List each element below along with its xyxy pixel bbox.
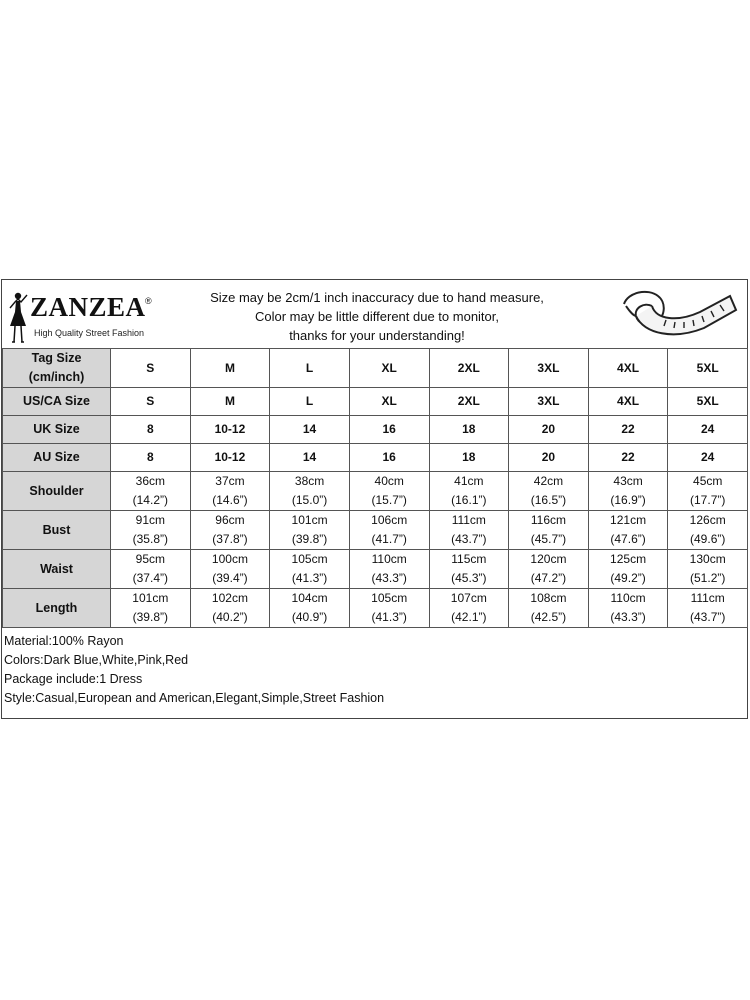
- size-cell: S: [111, 388, 191, 416]
- size-cell: 24: [668, 444, 748, 472]
- measure-cell: 41cm (16.1”): [429, 472, 509, 511]
- size-cell: 8: [111, 444, 191, 472]
- measure-cell: 102cm (40.2”): [190, 589, 270, 628]
- size-cell: 22: [588, 444, 668, 472]
- measure-cell: 111cm (43.7”): [429, 511, 509, 550]
- row-label: Waist: [3, 550, 111, 589]
- measurement-notice: [182, 288, 572, 345]
- size-cell: 8: [111, 416, 191, 444]
- measure-cell: 45cm (17.7”): [668, 472, 748, 511]
- measure-cell: 105cm (41.3”): [349, 589, 429, 628]
- size-cell: 10-12: [190, 416, 270, 444]
- size-cell: 3XL: [509, 349, 589, 388]
- table-row: [3, 589, 748, 628]
- notice-line: Color may be little different due to monitor,: [255, 309, 499, 324]
- measure-cell: 116cm (45.7”): [509, 511, 589, 550]
- measure-cell: 36cm (14.2”): [111, 472, 191, 511]
- brand-tagline: High Quality Street Fashion: [34, 328, 145, 338]
- measure-cell: 120cm (47.2”): [509, 550, 589, 589]
- size-cell: M: [190, 388, 270, 416]
- size-cell: L: [270, 349, 350, 388]
- size-cell: 4XL: [588, 388, 668, 416]
- size-chart-card: [1, 279, 748, 719]
- measure-cell: 130cm (51.2”): [668, 550, 748, 589]
- brand-name: ZANZEA: [30, 292, 146, 322]
- size-cell: 16: [349, 444, 429, 472]
- colors-text: Colors:Dark Blue,White,Pink,Red: [4, 653, 189, 667]
- size-cell: 14: [270, 416, 350, 444]
- size-cell: 2XL: [429, 349, 509, 388]
- size-cell: 2XL: [429, 388, 509, 416]
- size-cell: 3XL: [509, 388, 589, 416]
- measure-cell: 105cm (41.3”): [270, 550, 350, 589]
- measure-cell: 43cm (16.9”): [588, 472, 668, 511]
- measure-cell: 107cm (42.1”): [429, 589, 509, 628]
- notice-line: Size may be 2cm/1 inch inaccuracy due to hand measure,: [210, 290, 544, 305]
- size-cell: 10-12: [190, 444, 270, 472]
- size-cell: 24: [668, 416, 748, 444]
- measure-cell: 42cm (16.5”): [509, 472, 589, 511]
- notice-line: thanks for your understanding!: [289, 328, 465, 343]
- size-table: [2, 348, 748, 628]
- size-cell: M: [190, 349, 270, 388]
- size-cell: 5XL: [668, 388, 748, 416]
- measure-cell: 38cm (15.0”): [270, 472, 350, 511]
- measure-cell: 110cm (43.3”): [349, 550, 429, 589]
- measure-cell: 95cm (37.4”): [111, 550, 191, 589]
- row-label: Tag Size (cm/inch): [3, 349, 111, 388]
- table-row: [3, 349, 748, 388]
- measure-cell: 96cm (37.8”): [190, 511, 270, 550]
- size-cell: 22: [588, 416, 668, 444]
- table-row: [3, 511, 748, 550]
- size-chart-header: [2, 280, 747, 348]
- size-cell: XL: [349, 349, 429, 388]
- measure-cell: 100cm (39.4”): [190, 550, 270, 589]
- size-cell: L: [270, 388, 350, 416]
- package-text: Package include:1 Dress: [4, 672, 143, 686]
- product-details: [4, 632, 384, 708]
- table-row: [3, 388, 748, 416]
- measure-cell: 125cm (49.2”): [588, 550, 668, 589]
- measure-cell: 101cm (39.8”): [111, 589, 191, 628]
- measure-cell: 108cm (42.5”): [509, 589, 589, 628]
- size-cell: 4XL: [588, 349, 668, 388]
- size-cell: S: [111, 349, 191, 388]
- row-label: Bust: [3, 511, 111, 550]
- measure-cell: 126cm (49.6”): [668, 511, 748, 550]
- size-cell: 16: [349, 416, 429, 444]
- measure-cell: 40cm (15.7”): [349, 472, 429, 511]
- table-row: [3, 416, 748, 444]
- table-row: [3, 550, 748, 589]
- registered-mark: ®: [145, 296, 152, 306]
- measure-cell: 110cm (43.3”): [588, 589, 668, 628]
- style-text: Style:Casual,European and American,Elegant,Simple,Street Fashion: [4, 691, 385, 705]
- table-row: [3, 472, 748, 511]
- measure-cell: 111cm (43.7”): [668, 589, 748, 628]
- measure-cell: 115cm (45.3”): [429, 550, 509, 589]
- measure-cell: 101cm (39.8”): [270, 511, 350, 550]
- measure-cell: 104cm (40.9”): [270, 589, 350, 628]
- size-cell: 20: [509, 416, 589, 444]
- fashion-figure-icon: [6, 290, 30, 346]
- measure-cell: 106cm (41.7”): [349, 511, 429, 550]
- size-cell: 18: [429, 416, 509, 444]
- size-cell: 5XL: [668, 349, 748, 388]
- brand-logo: [6, 286, 156, 344]
- size-cell: 20: [509, 444, 589, 472]
- size-cell: 14: [270, 444, 350, 472]
- row-label: Length: [3, 589, 111, 628]
- row-label: US/CA Size: [3, 388, 111, 416]
- measure-cell: 121cm (47.6”): [588, 511, 668, 550]
- table-row: [3, 444, 748, 472]
- material-text: Material:100% Rayon: [4, 634, 124, 648]
- row-label: AU Size: [3, 444, 111, 472]
- measure-cell: 37cm (14.6”): [190, 472, 270, 511]
- row-label: Shoulder: [3, 472, 111, 511]
- row-label: UK Size: [3, 416, 111, 444]
- size-cell: 18: [429, 444, 509, 472]
- measuring-tape-icon: [614, 282, 744, 346]
- size-cell: XL: [349, 388, 429, 416]
- measure-cell: 91cm (35.8”): [111, 511, 191, 550]
